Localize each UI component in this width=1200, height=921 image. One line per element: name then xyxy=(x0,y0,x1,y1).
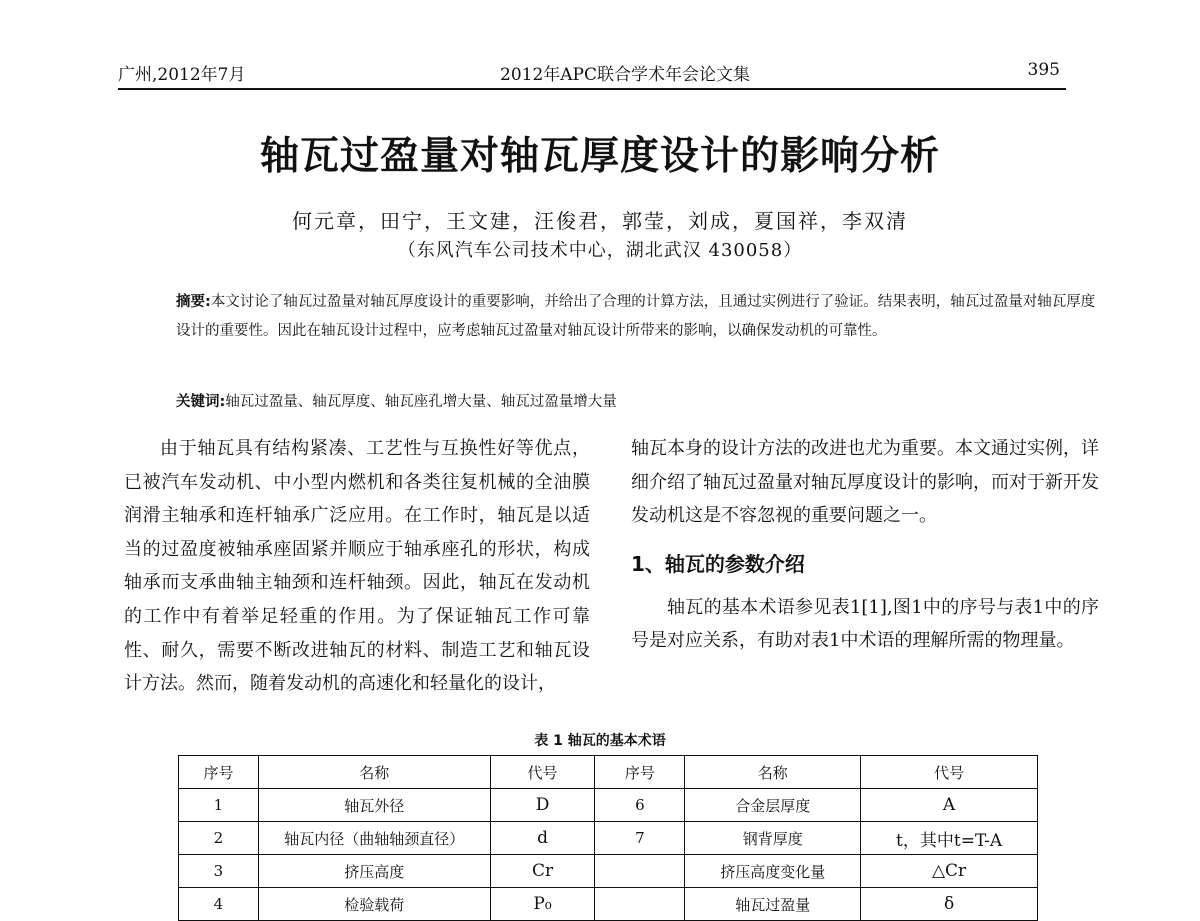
paper-title: 轴瓦过盈量对轴瓦厚度设计的影响分析 xyxy=(259,134,940,179)
table-cell: 4 xyxy=(179,888,259,921)
table-cell: 2 xyxy=(179,822,259,855)
page-number: 395 xyxy=(1027,60,1060,80)
table-row xyxy=(179,888,1038,921)
table-cell: 1 xyxy=(179,789,259,822)
section-paragraph: 轴瓦的基本术语参见表1[1],图1中的序号与表1中的序号是对应关系，有助对表1中术语的理解所需的物理量。 xyxy=(631,596,1099,652)
abstract-label: 摘要: xyxy=(176,294,211,310)
body-column-left xyxy=(124,432,590,701)
table-cell: d xyxy=(490,822,595,855)
table-cell: 轴瓦内径（曲轴轴颈直径） xyxy=(258,822,490,855)
table-cell: Cr xyxy=(490,855,595,888)
table-cell: 7 xyxy=(595,822,685,855)
table-cell: 挤压高度变化量 xyxy=(685,855,861,888)
table-cell: P₀ xyxy=(490,888,595,921)
section-heading: 1、轴瓦的参数介绍 xyxy=(631,551,805,576)
intro-paragraph-continued: 轴瓦本身的设计方法的改进也尤为重要。本文通过实例，详细介绍了轴瓦过盈量对轴瓦厚度设计的影响，而对于新开发发动机这是不容忽视的重要问题之一。 xyxy=(631,438,1099,527)
abstract xyxy=(176,288,1096,346)
table-cell: 6 xyxy=(595,789,685,822)
table-header-row xyxy=(179,756,1038,789)
header-cell: 名称 xyxy=(258,756,490,789)
header-cell: 序号 xyxy=(179,756,259,789)
author-list: 何元章，田宁，王文建，汪俊君，郭莹，刘成，夏国祥，李双清 xyxy=(292,209,908,233)
table-row xyxy=(179,789,1038,822)
table-cell: δ xyxy=(861,888,1038,921)
table-cell: 合金层厚度 xyxy=(685,789,861,822)
table-cell: 钢背厚度 xyxy=(685,822,861,855)
header-cell: 序号 xyxy=(595,756,685,789)
terms-table xyxy=(178,755,1038,921)
table-cell: 轴瓦过盈量 xyxy=(685,888,861,921)
table-row xyxy=(179,855,1038,888)
keywords xyxy=(176,388,1096,417)
table-row xyxy=(179,822,1038,855)
table-cell: D xyxy=(490,789,595,822)
table-cell: A xyxy=(861,789,1038,822)
table-cell: △Cr xyxy=(861,855,1038,888)
keywords-text: 轴瓦过盈量、轴瓦厚度、轴瓦座孔增大量、轴瓦过盈量增大量 xyxy=(225,394,617,410)
table-cell: t，其中t=T-A xyxy=(861,822,1038,855)
intro-paragraph: 由于轴瓦具有结构紧凑、工艺性与互换性好等优点，已被汽车发动机、中小型内燃机和各类往复机械的全油膜润滑主轴承和连杆轴承广泛应用。在工作时，轴瓦是以适当的过盈度被轴承座固紧并顺应于轴承座孔的形状，构成轴承而支承曲轴主轴颈和连杆轴颈。因此，轴瓦在发动机的工作中有着举足轻重的作用。为了保证轴瓦工作可靠性、耐久，需要不断改进轴瓦的材料、制造工艺和轴瓦设计方法。然而，随着发动机的高速化和轻量化的设计， xyxy=(124,438,590,695)
table-cell xyxy=(595,888,685,921)
header-cell: 名称 xyxy=(685,756,861,789)
table-cell: 挤压高度 xyxy=(258,855,490,888)
table-cell xyxy=(595,855,685,888)
abstract-text: 本文讨论了轴瓦过盈量对轴瓦厚度设计的重要影响，并给出了合理的计算方法，且通过实例进行了验证。结果表明，轴瓦过盈量对轴瓦厚度设计的重要性。因此在轴瓦设计过程中，应考虑轴瓦过盈量对轴瓦设计所带来的影响，以确保发动机的可靠性。 xyxy=(176,294,1096,339)
keywords-label: 关键词: xyxy=(176,394,226,410)
header-location-date: 广州,2012年7月 xyxy=(118,65,246,85)
header-cell: 代号 xyxy=(490,756,595,789)
affiliation: （东风汽车公司技术中心，湖北武汉 430058） xyxy=(397,240,803,261)
table-caption: 表 1 轴瓦的基本术语 xyxy=(534,733,666,749)
running-header xyxy=(118,58,1066,90)
table-cell: 轴瓦外径 xyxy=(258,789,490,822)
table-cell: 检验载荷 xyxy=(258,888,490,921)
body-column-right xyxy=(631,432,1099,658)
table-cell: 3 xyxy=(179,855,259,888)
header-cell: 代号 xyxy=(861,756,1038,789)
header-proceedings-title: 2012年APC联合学术年会论文集 xyxy=(500,65,750,85)
